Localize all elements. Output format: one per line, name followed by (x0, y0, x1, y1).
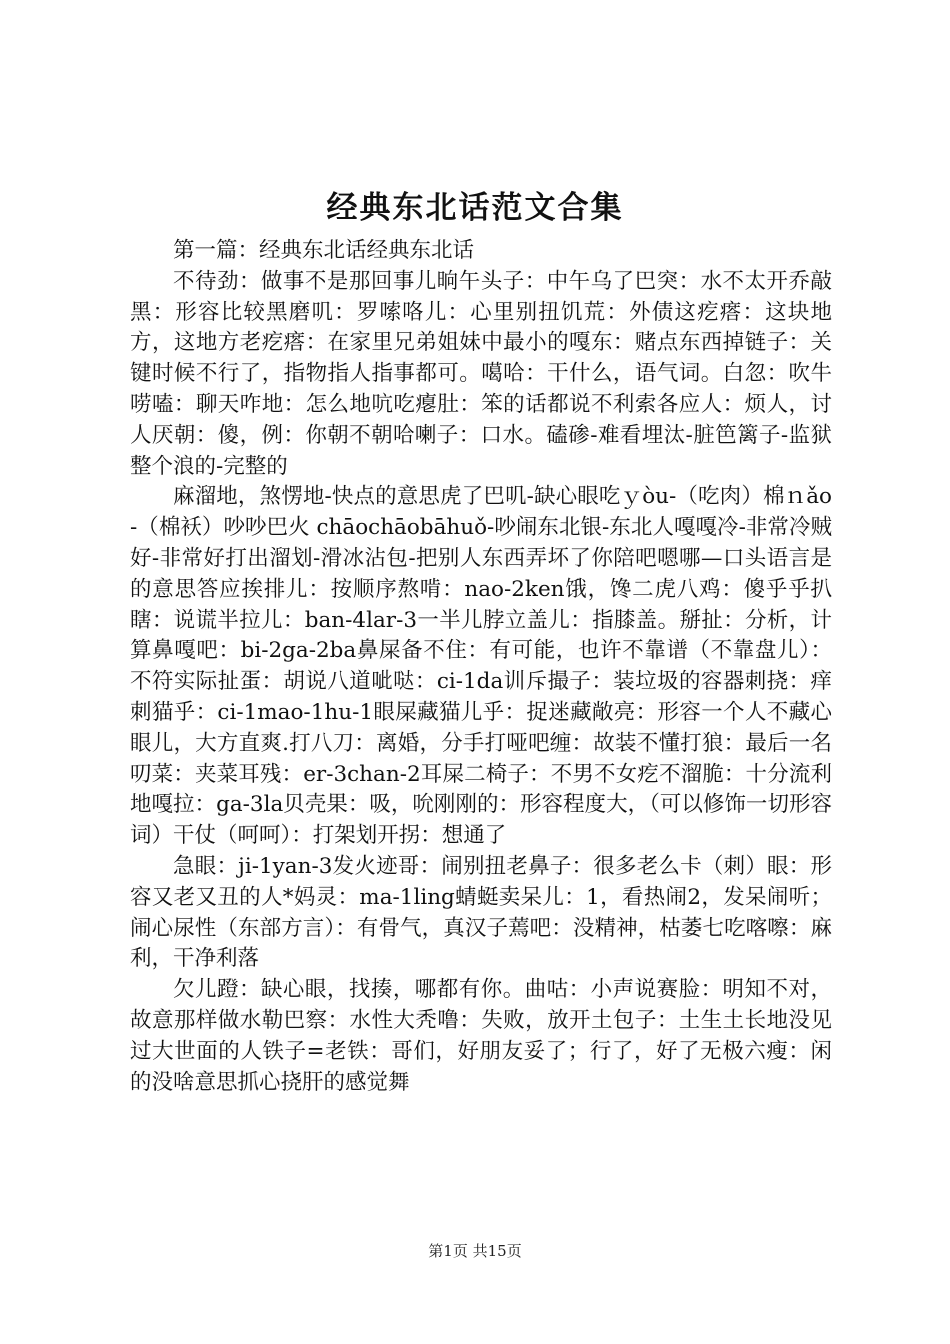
paragraph-heading: 第一篇：经典东北话经典东北话 (173, 238, 475, 263)
page-footer: 第1页 共15页 (428, 1242, 522, 1260)
paragraph: 急眼：ji-1yan-3发火迹哥：闹别扭老鼻子：很多老么卡（刺）眼：形容又老又丑的人*妈灵：ma-1ling蜻蜓卖呆儿：1，看热闹2，发呆闹听；闹心尿性（东部方言）：有骨气，真汉子蔫吧：没精神，枯萎七吃喀嚓：麻利，干净利落 (130, 853, 832, 972)
document-body (130, 236, 832, 1098)
paragraph: 欠儿蹬：缺心眼，找揍，哪都有你。曲咕：小声说赛脸：明知不对，故意那样做水勒巴察：水性大秃噜：失败，放开土包子：土生土长地没见过大世面的人铁子=老铁：哥们，好朋友妥了；行了，好了无极六瘦：闲的没啥意思抓心挠肝的感觉舞 (130, 977, 832, 1095)
paragraph: 麻溜地，煞愣地-快点的意思虎了巴叽-缺心眼吃ｙòu-（吃肉）棉ｎǎo-（棉袄）吵吵巴火 chāochāobāhuǒ-吵闹东北银-东北人嘎嘎冷-非常冷贼好-非常好打出溜划-滑冰沾包-把别人东西弄坏了你陪吧嗯哪—口头语言是的意思答应挨排儿：按顺序熬啃：nao-2ken饿，馋二虎八鸡：傻乎乎扒瞎：说谎半拉儿：ban-4lar-3一半儿脖立盖儿：指膝盖。掰扯：分析，计算鼻嘎吧：bi-2ga-2ba鼻屎备不住：有可能，也许不靠谱（不靠盘儿）：不符实际扯蛋：胡说八道呲哒：ci-1da训斥撮子：装垃圾的容器刺挠：痒刺猫乎：ci-1mao-1hu-1眼屎藏猫儿乎：捉迷藏敞亮：形容一个人不藏心眼儿，大方直爽.打八刀：离婚，分手打哑吧缠：故装不懂打狼：最后一名叨菜：夹菜耳残：er-3chan-2耳屎二椅子：不男不女疙不溜脆：十分流利地嘎拉：ga-3la贝壳果：吸，吮刚刚的：形容程度大，（可以修饰一切形容词）干仗（呵呵）：打架划开拐：想通了 (130, 484, 832, 849)
document-title: 经典东北话范文合集 (326, 190, 624, 226)
paragraph: 不待劲：做事不是那回事儿晌午头子：中午乌了巴突：水不太开乔敲黑：形容比较黑磨叽：罗嗦咯儿：心里别扭饥荒：外债这疙瘩：这块地方，这地方老疙瘩：在家里兄弟姐妹中最小的嘎东：赌点东西掉链子：关键时候不行了，指物指人指事都可。噶哈：干什么，语气词。白忽：吹牛唠嗑：聊天咋地：怎么地吭吃瘪肚：笨的话都说不利索各应人：烦人，讨人厌朝：傻，例：你朝不朝哈喇子：口水。磕碜-难看埋汰-脏笆篱子-监狱整个浪的-完整的 (130, 268, 832, 479)
